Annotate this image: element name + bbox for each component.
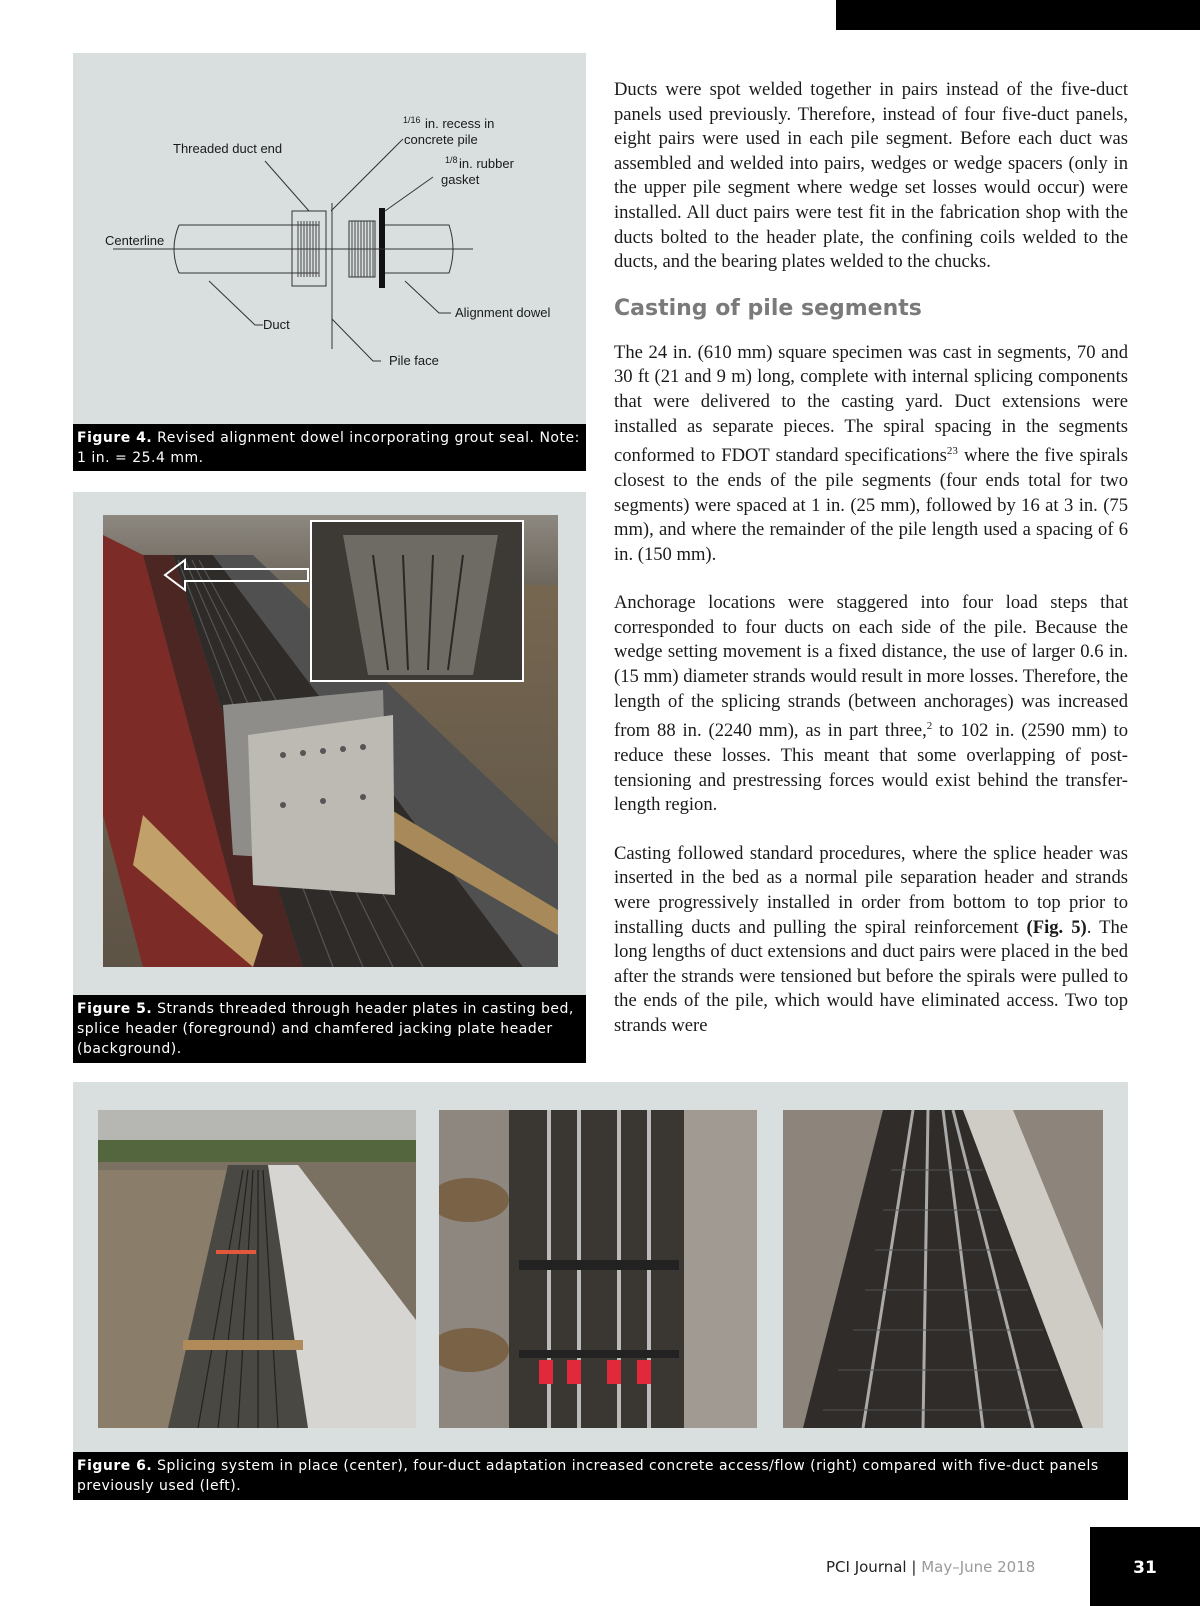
footer-journal	[826, 1558, 1035, 1576]
figure-6-photo-center	[439, 1110, 757, 1428]
figure-6-photo-right	[783, 1110, 1103, 1428]
label-centerline: Centerline	[105, 233, 165, 248]
citation-2: 2	[926, 720, 933, 733]
figure-6-label: Figure 6.	[77, 1458, 153, 1474]
paragraph-3-part-a: Anchorage locations were staggered into four load steps that corresponded to four ducts on each side of the pile. Because the wedge setting movement is a fixed distance, the use of larger 0.6 in. (15 mm) diameter strands would result in more losses. Therefore, the length of the splicing strands (between anchorages) was increased from 88 in. (2240 mm), as in part three,	[614, 592, 1128, 742]
label-pile-face: Pile face	[389, 353, 439, 368]
label-recess-fraction: 1/16	[403, 115, 421, 125]
label-alignment-dowel: Alignment dowel	[455, 305, 551, 320]
figure-4-label: Figure 4.	[77, 430, 153, 446]
figure-5-reference[interactable]: (Fig. 5)	[1026, 916, 1087, 938]
figure-5-panel	[73, 492, 586, 995]
paragraph-4-part-a: Casting followed standard procedures, where the splice header was inserted in the bed as a normal pile separation header and strands were progressively installed in order from bottom to top prior to installing ducts and pulling the spiral reinforcement	[614, 842, 1128, 938]
journal-name: PCI Journal	[826, 1558, 907, 1576]
paragraph-2	[614, 341, 1128, 568]
figure-6-photo-left	[98, 1110, 416, 1428]
paragraph-3-part-b: to 102 in. (2590 mm) to reduce these losses. This meant that some overlapping of post-tensioning and prestressing forces would exist behind the transfer-length region.	[614, 720, 1128, 816]
paragraph-4	[614, 842, 1128, 1039]
paragraph-2-part-a: The 24 in. (610 mm) square specimen was cast in segments, 70 and 30 ft (21 and 9 m) long, complete with internal splicing components that were delivered to the casting yard. Duct extensions were installed as separate pieces. The spiral spacing in the segments conformed to FDOT standard specifications	[614, 341, 1128, 467]
figure-4-caption	[73, 424, 586, 471]
paragraph-1: Ducts were spot welded together in pairs instead of the five-duct panels used previously. Therefore, instead of four five-duct panels, eight pairs were used in each pile segment. Before each duct was assembled and welded into pairs, wedges or wedge spacers (only in the upper pile segment where wedge set losses would occur) were installed. All duct pairs were test fit in the fabrication shop with the ducts bolted to the header plate, the confining coils welded to the ducts, and the bearing plates welded to the chucks.	[614, 79, 1128, 273]
figure-6-caption-text: Splicing system in place (center), four-duct adaptation increased concrete access/flow (right) compared with five-duct panels previously used (left).	[77, 1458, 1099, 1494]
figure-4-caption-text: Revised alignment dowel incorporating grout seal. Note: 1 in. = 25.4 mm.	[77, 430, 580, 466]
section-heading: Casting of pile segments	[614, 295, 922, 321]
article-body	[614, 78, 1128, 1039]
label-gasket-fraction: 1/8	[445, 155, 458, 165]
figure-4-diagram	[73, 53, 586, 424]
figure-6-panel	[73, 1082, 1128, 1452]
paragraph-3	[614, 591, 1128, 818]
figure-6-caption	[73, 1452, 1128, 1500]
page-number: 31	[1090, 1527, 1200, 1606]
citation-23: 23	[946, 445, 958, 458]
figure-5-caption	[73, 995, 586, 1063]
figure-5-caption-text: Strands threaded through header plates in casting bed, splice header (foreground) and chamfered jacking plate header (background).	[77, 1001, 574, 1057]
header-bar	[836, 0, 1200, 30]
label-recess-line2: concrete pile	[404, 132, 478, 147]
label-gasket: in. rubber	[459, 156, 514, 171]
footer-separator: |	[906, 1558, 922, 1576]
label-duct: Duct	[263, 317, 290, 332]
label-threaded-duct-end: Threaded duct end	[173, 141, 283, 156]
label-gasket-line2: gasket	[441, 172, 480, 187]
paragraph-4-part-b: . The long lengths of duct extensions and duct pairs were placed in the bed after the strands were tensioned but before the spirals were pulled to the ends of the pile, which would have eliminated access. Two top strands were	[614, 916, 1128, 1036]
paragraph-2-part-b: where the five spirals closest to the ends of the pile segments (four ends total for two segments) were spaced at 1 in. (25 mm), followed by 16 at 3 in. (75 mm), and where the remainder of the pile length used a spacing of 6 in. (150 mm).	[614, 445, 1128, 565]
issue-date: May–June 2018	[921, 1558, 1036, 1576]
figure-5-label: Figure 5.	[77, 1001, 153, 1017]
label-recess: in. recess in	[425, 116, 495, 131]
figure-5-photo	[103, 515, 558, 967]
